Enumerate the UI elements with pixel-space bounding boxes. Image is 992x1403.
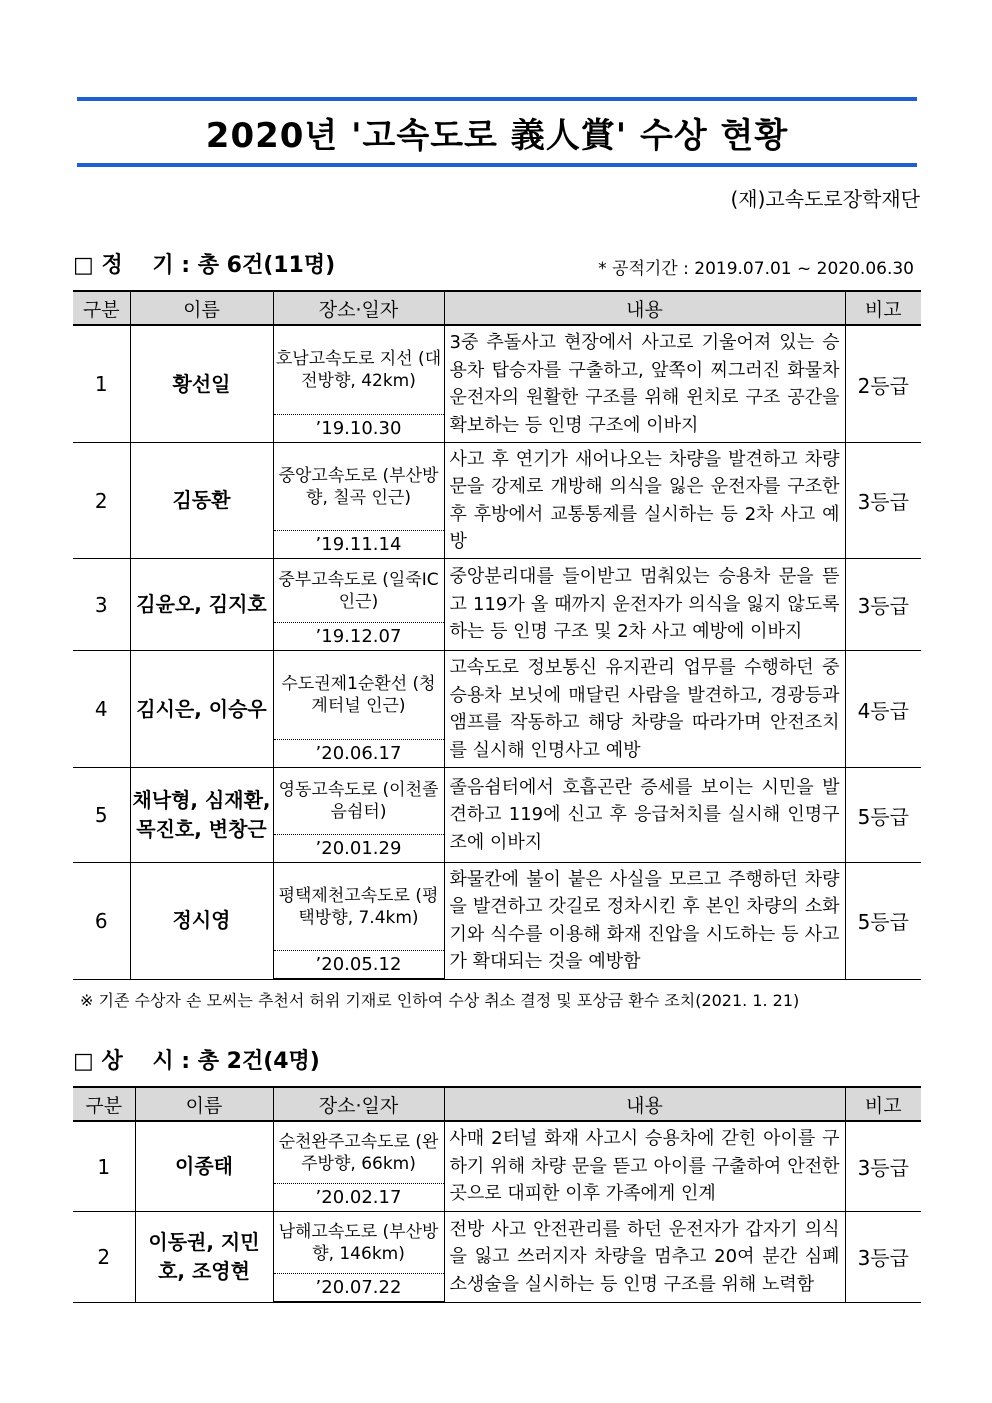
recipient-name: 황선일 (130, 325, 273, 443)
date: ’19.11.14 (273, 531, 444, 559)
award-content: 전방 사고 안전관리를 하던 운전자가 갑자기 의식을 잃고 쓰러지자 차량을 멈추고 20여 분간 심폐소생술을 실시하는 등 인명 구조를 위해 노력함 (444, 1212, 845, 1303)
place: 남해고속도로 (부산방향, 146km) (273, 1212, 444, 1274)
table-header-row (73, 1087, 921, 1121)
date: ’19.10.30 (273, 415, 444, 443)
col-header-place-date: 장소·일자 (273, 291, 444, 325)
award-grade: 3등급 (845, 1121, 921, 1212)
row-number: 5 (73, 768, 130, 863)
row-number: 2 (73, 1212, 135, 1303)
regular-awards-table (73, 290, 921, 980)
col-header-name: 이름 (135, 1087, 273, 1121)
place: 순천완주고속도로 (완주방향, 66km) (273, 1121, 444, 1184)
award-grade: 3등급 (845, 559, 921, 651)
organization-name: (재)고속도로장학재단 (730, 187, 920, 211)
date: ’20.07.22 (273, 1274, 444, 1303)
col-header-content: 내용 (444, 1087, 845, 1121)
table-row (73, 1212, 921, 1274)
recipient-name: 이동권, 지민호, 조영현 (135, 1212, 273, 1303)
row-number: 3 (73, 559, 130, 651)
date: ’20.05.12 (273, 951, 444, 980)
col-header-place-date: 장소·일자 (273, 1087, 444, 1121)
award-grade: 3등급 (845, 443, 921, 559)
table-row (73, 325, 921, 415)
row-number: 2 (73, 443, 130, 559)
award-content: 화물칸에 불이 붙은 사실을 모르고 주행하던 차량을 발견하고 갓길로 정차시킨 후 본인 차량의 소화기와 식수를 이용해 화재 진압을 시도하는 등 사고가 확대되는 것을 예방함 (444, 863, 845, 980)
award-content: 고속도로 정보통신 유지관리 업무를 수행하던 중 승용차 보닛에 매달린 사람을 발견하고, 경광등과 앰프를 작동하고 해당 차량을 따라가며 안전조치를 실시해 인명사고 예방 (444, 651, 845, 768)
date: ’20.01.29 (273, 835, 444, 863)
place: 평택제천고속도로 (평택방향, 7.4km) (273, 863, 444, 951)
footnote: ※ 기존 수상자 손 모씨는 추천서 허위 기재로 인하여 수상 취소 결정 및 포상금 환수 조치(2021. 1. 21) (80, 991, 800, 1010)
award-grade: 3등급 (845, 1212, 921, 1303)
table-row (73, 651, 921, 740)
row-number: 1 (73, 325, 130, 443)
award-grade: 5등급 (845, 768, 921, 863)
recipient-name: 김동환 (130, 443, 273, 559)
award-grade: 2등급 (845, 325, 921, 443)
award-grade: 4등급 (845, 651, 921, 768)
regular-section-heading: □ 정 기 : 총 6건(11명) (73, 253, 336, 278)
table-row (73, 1121, 921, 1184)
row-number: 4 (73, 651, 130, 768)
table-row (73, 863, 921, 951)
place: 호남고속도로 지선 (대전방향, 42km) (273, 325, 444, 415)
col-header-number: 구분 (73, 291, 130, 325)
place: 영동고속도로 (이천졸음쉼터) (273, 768, 444, 835)
award-content: 졸음쉼터에서 호흡곤란 증세를 보이는 시민을 발견하고 119에 신고 후 응급처치를 실시해 인명구조에 이바지 (444, 768, 845, 863)
award-grade: 5등급 (845, 863, 921, 980)
date: ’20.06.17 (273, 740, 444, 768)
title-box (77, 97, 917, 167)
date: ’20.02.17 (273, 1184, 444, 1212)
recipient-name: 이종태 (135, 1121, 273, 1212)
merit-period: * 공적기간 : 2019.07.01 ~ 2020.06.30 (598, 259, 914, 279)
award-content: 사고 후 연기가 새어나오는 차량을 발견하고 차량 문을 강제로 개방해 의식을 잃은 운전자를 구조한 후 후방에서 교통통제를 실시하는 등 2차 사고 예방 (444, 443, 845, 559)
col-header-note: 비고 (845, 1087, 921, 1121)
recipient-name: 정시영 (130, 863, 273, 980)
place: 중앙고속도로 (부산방향, 칠곡 인근) (273, 443, 444, 531)
col-header-number: 구분 (73, 1087, 135, 1121)
col-header-name: 이름 (130, 291, 273, 325)
special-awards-table (73, 1086, 921, 1303)
place: 수도권제1순환선 (청계터널 인근) (273, 651, 444, 740)
table-row (73, 559, 921, 623)
page-title: 2020년 '고속도로 義人賞' 수상 현황 (205, 115, 789, 156)
table-header-row (73, 291, 921, 325)
special-section-heading: □ 상 시 : 총 2건(4명) (73, 1049, 320, 1074)
award-content: 중앙분리대를 들이받고 멈춰있는 승용차 문을 뜯고 119가 올 때까지 운전자가 의식을 잃지 않도록 하는 등 인명 구조 및 2차 사고 예방에 이바지 (444, 559, 845, 651)
col-header-content: 내용 (444, 291, 845, 325)
row-number: 6 (73, 863, 130, 980)
award-content: 3중 추돌사고 현장에서 사고로 기울어져 있는 승용차 탑승자를 구출하고, 앞쪽이 찌그러진 화물차 운전자의 원활한 구조를 위해 윈치로 구조 공간을 확보하는 등 인명 구조에 이바지 (444, 325, 845, 443)
award-content: 사매 2터널 화재 사고시 승용차에 갇힌 아이를 구하기 위해 차량 문을 뜯고 아이를 구출하여 안전한 곳으로 대피한 이후 가족에게 인계 (444, 1121, 845, 1212)
recipient-name: 김윤오, 김지호 (130, 559, 273, 651)
col-header-note: 비고 (845, 291, 921, 325)
table-row (73, 768, 921, 835)
row-number: 1 (73, 1121, 135, 1212)
recipient-name: 채낙형, 심재환, 목진호, 변창근 (130, 768, 273, 863)
date: ’19.12.07 (273, 623, 444, 651)
table-row (73, 443, 921, 531)
recipient-name: 김시은, 이승우 (130, 651, 273, 768)
place: 중부고속도로 (일죽IC 인근) (273, 559, 444, 623)
